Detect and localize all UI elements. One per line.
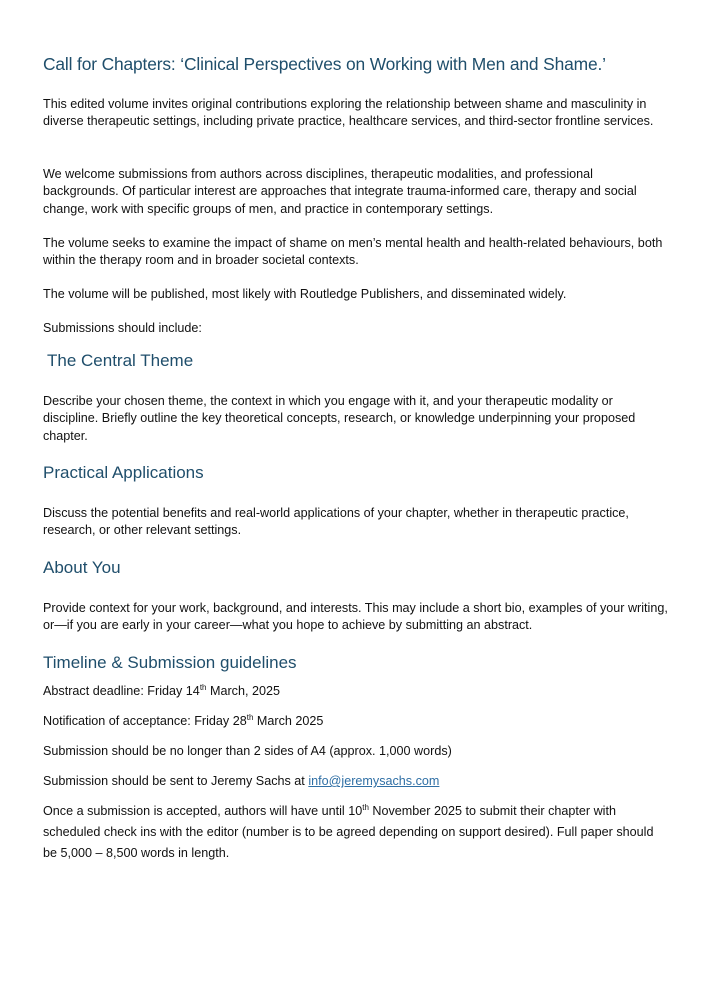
heading-timeline: Timeline & Submission guidelines xyxy=(43,653,297,672)
notification-date: Notification of acceptance: Friday 28th March 2025 xyxy=(43,712,324,728)
accepted-submission-note: Once a submission is accepted, authors will have until 10th November 2025 to submit their chapter with scheduled check ins with the editor (number is to be agreed depending on support desired). Full paper should be 5,000 – 8,500 words in length. xyxy=(43,802,654,860)
submission-length: Submission should be no longer than 2 sides of A4 (approx. 1,000 words) xyxy=(43,744,452,758)
heading-about-you: About You xyxy=(43,558,121,577)
intro-paragraph-1: This edited volume invites original contributions exploring the relationship between shame and masculinity in diverse therapeutic settings, including private practice, healthcare services, and third-sector frontline services. xyxy=(43,97,654,129)
about-you-body: Provide context for your work, background, and interests. This may include a short bio, examples of your writing, or—if you are early in your career—what you hope to achieve by submitting an abstract. xyxy=(43,601,668,633)
central-theme-body: Describe your chosen theme, the context in which you engage with it, and your therapeutic modality or discipline. Briefly outline the key theoretical concepts, research, or knowledge underpinning your proposed chapter. xyxy=(43,394,636,443)
heading-central-theme: The Central Theme xyxy=(47,351,194,370)
practical-applications-body: Discuss the potential benefits and real-world applications of your chapter, whether in therapeutic practice, research, or other relevant settings. xyxy=(43,506,629,538)
heading-practical-applications: Practical Applications xyxy=(43,463,204,482)
submission-contact: Submission should be sent to Jeremy Sachs at info@jeremysachs.com xyxy=(43,774,440,788)
abstract-deadline: Abstract deadline: Friday 14th March, 2025 xyxy=(43,682,280,698)
page-title: Call for Chapters: ‘Clinical Perspectives on Working with Men and Shame.’ xyxy=(43,54,606,74)
intro-paragraph-2: We welcome submissions from authors across disciplines, therapeutic modalities, and professional backgrounds. Of particular interest are approaches that integrate trauma-informed care, therapy and social change, work with specific groups of men, and practice in contemporary settings. xyxy=(43,167,637,216)
email-link[interactable]: info@jeremysachs.com xyxy=(308,774,440,788)
intro-paragraph-4: The volume will be published, most likely with Routledge Publishers, and disseminated widely. xyxy=(43,287,567,301)
intro-paragraph-3: The volume seeks to examine the impact of shame on men’s mental health and health-related behaviours, both within the therapy room and in broader societal contexts. xyxy=(43,236,663,268)
intro-paragraph-5: Submissions should include: xyxy=(43,321,202,335)
